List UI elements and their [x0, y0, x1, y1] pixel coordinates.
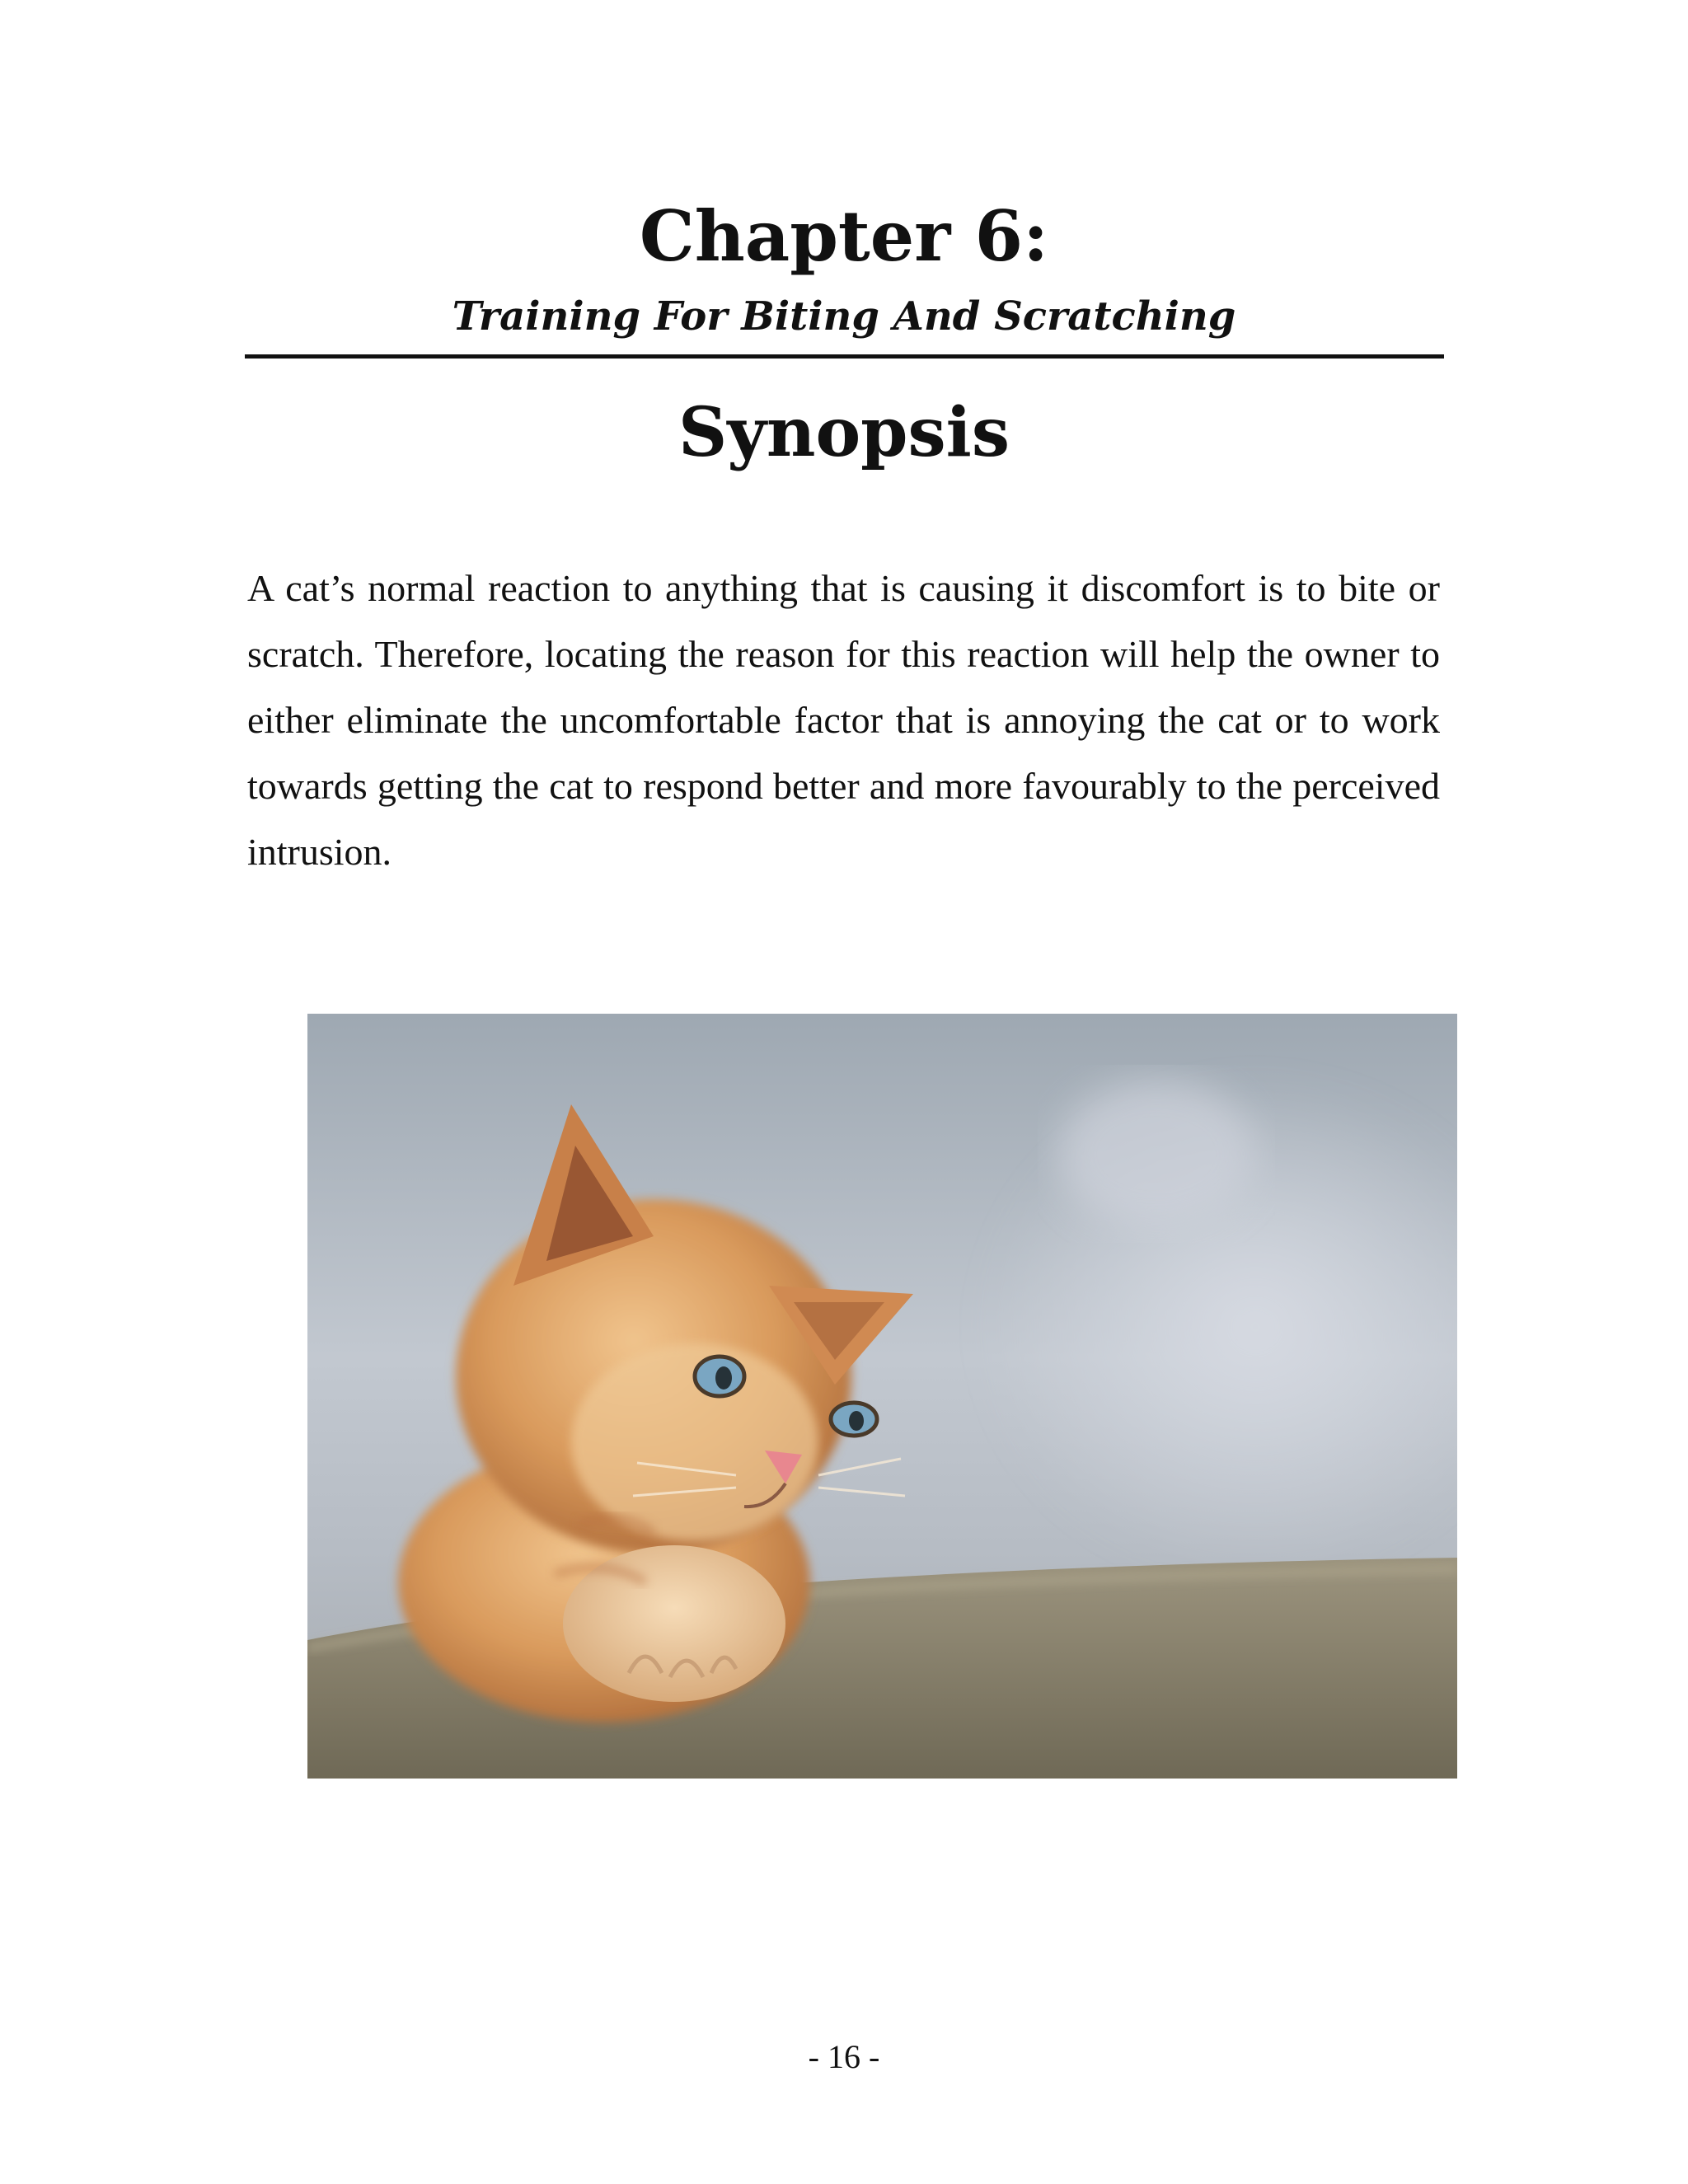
synopsis-paragraph: A cat’s normal reaction to anything that is causing it discomfort is to bite or scratch. Therefore, locating the reason for this reaction will help the owner to either eliminate the uncomfortable factor that is annoying the cat or to work towards getting the cat to respond better and more favourably to the perceived intrusion.: [247, 567, 1440, 873]
chapter-title: Chapter 6:: [639, 195, 1049, 277]
chapter-subtitle: Training For Biting And Scratching: [452, 293, 1236, 340]
kitten-illustration: [307, 1014, 1457, 1779]
section-title: Synopsis: [678, 393, 1010, 472]
kitten-photo: [307, 1014, 1457, 1779]
chapter-divider: [245, 354, 1444, 359]
page-number: - 16 -: [808, 2038, 880, 2075]
